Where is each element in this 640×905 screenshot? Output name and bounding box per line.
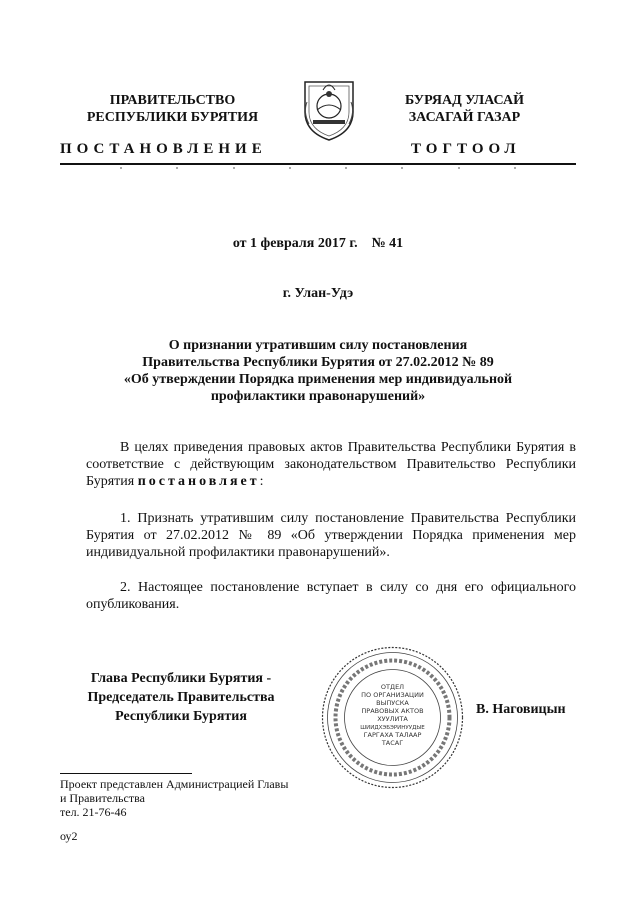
preamble-paragraph	[86, 439, 576, 490]
document-code: оу2	[60, 829, 78, 843]
title-line: Правительства Республики Бурятия от 27.02.2012 № 89	[142, 355, 494, 370]
header-left-line1: ПРАВИТЕЛЬСТВО	[109, 93, 236, 108]
title-line: профилактики правонарушений»	[210, 389, 426, 404]
header-divider	[60, 163, 576, 165]
document-date-number: от 1 февраля 2017 г. № 41	[232, 236, 404, 251]
stamp-line: ХУУЛИТА	[377, 715, 408, 723]
signatory-line: Председатель Правительства	[87, 690, 275, 705]
signatory-position	[68, 669, 294, 726]
official-stamp	[320, 645, 465, 790]
clause-2-text: 2. Настоящее постановление вступает в силу со дня его официального опубликования.	[86, 580, 576, 612]
clause-1-text: 1. Признать утратившим силу постановление Правительства Республики Бурятия от 27.02.2012 № 89 «Об утверждении Порядка применения мер индивидуальной профилактики правонарушений».	[86, 511, 576, 560]
footer-note	[60, 777, 360, 819]
coat-of-arms-emblem	[299, 72, 359, 142]
title-line: О признании утратившим силу постановления	[168, 338, 468, 353]
footer-phone: тел. 21-76-46	[60, 805, 127, 819]
clause-2-paragraph	[86, 579, 576, 613]
header-dotted-line	[60, 167, 576, 175]
stamp-line: ГАРГАХА ТАЛААР	[363, 731, 422, 739]
document-title	[60, 337, 576, 405]
stamp-line: ВЫПУСКА	[376, 699, 409, 707]
resolves-word: постановляет	[137, 474, 260, 489]
signatory-line: Республики Бурятия	[115, 709, 247, 724]
preamble-text: В целях приведения правовых актов Правительства Республики Бурятия в соответствие с действующим законодательством Правительство Республики Бурятия	[86, 440, 576, 489]
clause-1-paragraph	[86, 510, 576, 561]
preamble-end: :	[259, 474, 264, 489]
footer-line: и Правительства	[60, 791, 145, 805]
footer-divider	[60, 773, 192, 774]
stamp-line: ПО ОРГАНИЗАЦИИ	[361, 691, 424, 699]
title-line: «Об утверждении Порядка применения мер индивидуальной	[123, 372, 513, 387]
header-left-line2: РЕСПУБЛИКИ БУРЯТИЯ	[86, 110, 259, 125]
signatory-name: В. Наговицын	[476, 702, 566, 717]
document-city: г. Улан-Удэ	[282, 286, 354, 301]
stamp-line: ШИИДХЭБЭРИНУУДЫЕ	[360, 725, 425, 731]
header-right-line1: БУРЯАД УЛАСАЙ	[405, 93, 524, 108]
stamp-line: ТАСАГ	[381, 739, 404, 747]
stamp-line: ОТДЕЛ	[380, 683, 405, 691]
act-type-russian: ПОСТАНОВЛЕНИЕ	[60, 141, 267, 157]
stamp-line: ПРАВОВЫХ АКТОВ	[361, 707, 424, 715]
header-right-block	[372, 92, 557, 126]
act-type-buryat: ТОГТООЛ	[411, 141, 521, 157]
footer-line: Проект представлен Администрацией Главы	[60, 777, 289, 791]
signatory-line: Глава Республики Бурятия -	[90, 671, 272, 686]
header-left-block	[60, 92, 285, 126]
header-right-line2: ЗАСАГАЙ ГАЗАР	[408, 110, 521, 125]
